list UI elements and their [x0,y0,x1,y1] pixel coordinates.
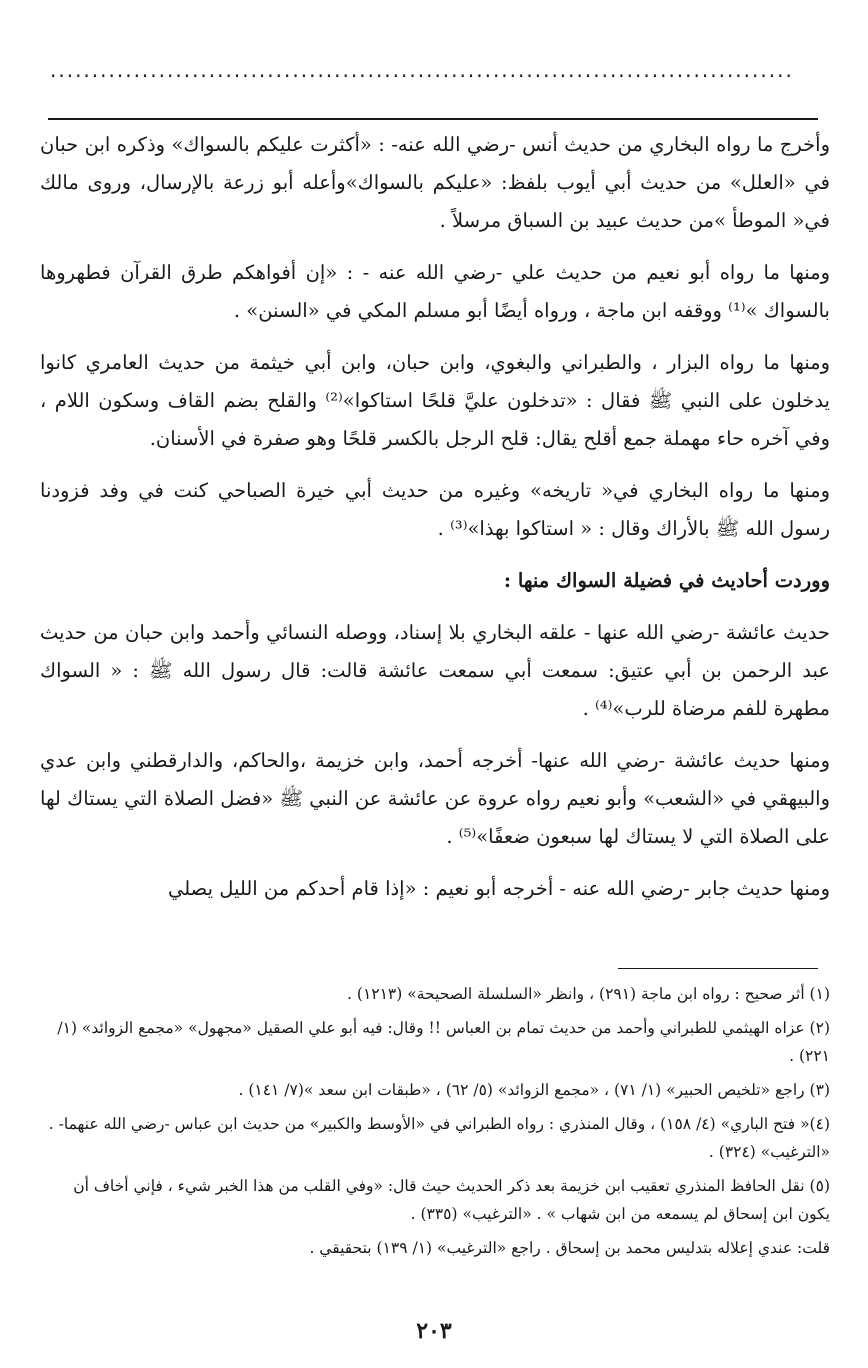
page-number: ٢٠٣ [416,1318,452,1344]
footnote-separator [618,968,818,969]
top-rule [48,118,818,120]
footnotes [40,980,830,1268]
paragraph-2: ومنها ما رواه أبو نعيم من حديث علي -رضي الله عنه - : «إن أفواهكم طرق القرآن فطهروها بالسواك »⁽¹⁾ ووقفه ابن ماجة ، ورواه أيضًا أبو مسلم المكي في «السنن» . [40,261,830,322]
paragraph-7: ومنها حديث عائشة -رضي الله عنها- أخرجه أحمد، وابن خزيمة ،والحاكم، والدارقطني وابن عدي والبيهقي في «الشعب» وأبو نعيم رواه عروة عن عائشة عن النبي ﷺ «فضل الصلاة التي يستاك لها على الصلاة التي لا يستاك لها سبعون ضعفًا»⁽⁵⁾ . [40,749,830,848]
footnote-3: (٣) راجع «تلخيص الحبير» (١/ ٧١) ، «مجمع الزوائد» (٥/ ٦٢) ، «طبقات ابن سعد »(٧/ ١٤١) . [238,1081,830,1099]
footnote-5: (٥) نقل الحافظ المنذري تعقيب ابن خزيمة بعد ذكر الحديث حيث قال: «وفي القلب من هذا الخبر شيء ، فإني أخاف أن يكون ابن إسحاق لم يسمعه من ابن شهاب » . «الترغيب» (٣٣٥) . [73,1177,830,1223]
paragraph-4: ومنها ما رواه البخاري في« تاريخه» وغيره من حديث أبي خيرة الصباحي كنت في وفد فزودنا رسول الله ﷺ بالأراك وقال : « استاكوا بهذا»⁽³⁾ . [40,479,830,540]
footnote-4: (٤)« فتح الباري» (٤/ ١٥٨) ، وقال المنذري : رواه الطبراني في «الأوسط والكبير» من حديث ابن عباس -رضي الله عنهما- . «الترغيب» (٣٢٤) . [48,1115,830,1161]
paragraph-8: ومنها حديث جابر -رضي الله عنه - أخرجه أبو نعيم : «إذا قام أحدكم من الليل يصلي [167,877,830,900]
footnote-2: (٢) عزاه الهيثمي للطبراني وأحمد من حديث تمام بن العباس !! وقال: فيه أبو علي الصقيل «مجهول» «مجمع الزوائد» (١/ ٢٢١) . [57,1019,830,1065]
main-text [40,126,830,922]
dotted-separator: ......................................................................................... [50,60,794,80]
footnote-1: (١) أثر صحيح : رواه ابن ماجة (٢٩١) ، وانظر «السلسلة الصحيحة» (١٢١٣) . [347,985,830,1003]
paragraph-6: حديث عائشة -رضي الله عنها - علقه البخاري بلا إسناد، ووصله النسائي وأحمد وابن حبان من حديث عبد الرحمن بن أبي عتيق: سمعت أبي سمعت عائشة قالت: قال رسول الله ﷺ : « السواك مطهرة للفم مرضاة للرب»⁽⁴⁾ . [40,621,830,720]
paragraph-1: وأخرج ما رواه البخاري من حديث أنس -رضي الله عنه- : «أكثرت عليكم بالسواك» وذكره ابن حبان في «العلل» من حديث أبي أيوب بلفظ: «عليكم بالسواك»وأعله أبو زرعة بالإرسال، وروى مالك في« الموطأ »من حديث عبيد بن السباق مرسلاً . [40,133,830,232]
paragraph-5-heading: ووردت أحاديث في فضيلة السواك منها : [503,569,830,592]
footnote-6: قلت: عندي إعلاله بتدليس محمد بن إسحاق . راجع «الترغيب» (١/ ١٣٩) بتحقيقي . [309,1239,830,1257]
paragraph-3: ومنها ما رواه البزار ، والطبراني والبغوي، وابن حبان، وابن أبي خيثمة من حديث العامري كانوا يدخلون على النبي ﷺ فقال : «تدخلون عليَّ قلحًا استاكوا»⁽²⁾ والقلح بضم القاف وسكون اللام ، وفي آخره حاء مهملة جمع أقلح يقال: قلح الرجل بالكسر قلحًا وهو صفرة في الأسنان. [40,351,830,450]
